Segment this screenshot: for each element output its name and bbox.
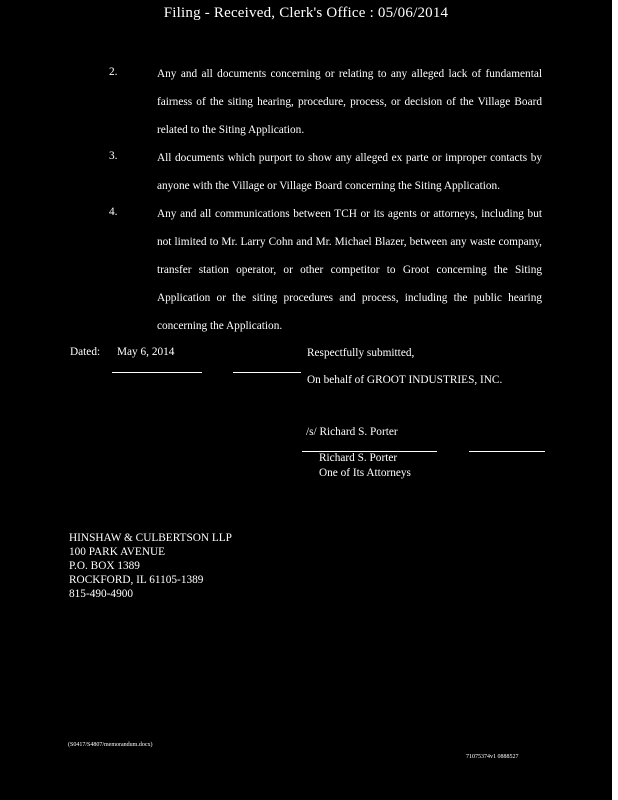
item-number: 2. (109, 66, 118, 78)
law-firm-address (69, 531, 232, 601)
firm-phone: 815-490-4900 (69, 588, 134, 600)
signature-line-2 (469, 451, 545, 452)
respectfully-submitted: Respectfully submitted, (307, 347, 415, 359)
date-rule (112, 372, 202, 373)
signer-name: Richard S. Porter (319, 452, 398, 464)
item-number: 3. (109, 150, 118, 162)
firm-city: ROCKFORD, IL 61105-1389 (69, 574, 204, 586)
signer-role: One of Its Attorneys (319, 467, 411, 479)
item-text: Any and all communications between TCH or its agents or attorneys, including but not limited to Mr. Larry Cohn and Mr. Michael Blazer, between any waste company, transfer station operator, or other competitor to Groot concerning the Siting Application or the siting procedures and process, including the public hearing concerning the Application. (157, 208, 542, 332)
firm-pobox: P.O. BOX 1389 (69, 560, 140, 572)
item-number: 4. (109, 206, 118, 218)
date-rule-2 (233, 372, 301, 373)
document-code-left: (S0417/S4807/memorandum.docx) (68, 742, 153, 748)
on-behalf-of: On behalf of GROOT INDUSTRIES, INC. (307, 374, 503, 386)
filing-header: Filing - Received, Clerk's Office : 05/06/2014 (163, 5, 449, 21)
page-edge (612, 0, 618, 800)
firm-street: 100 PARK AVENUE (69, 546, 166, 558)
firm-name: HINSHAW & CULBERTSON LLP (69, 532, 232, 544)
dated-value: May 6, 2014 (117, 346, 175, 358)
electronic-signature: /s/ Richard S. Porter (306, 426, 398, 438)
item-text: Any and all documents concerning or relating to any alleged lack of fundamental fairness of the siting hearing, procedure, process, or decision of the Village Board related to the Siting Application. (157, 68, 542, 136)
item-text: All documents which purport to show any alleged ex parte or improper contacts by anyone with the Village or Village Board concerning the Siting Application. (157, 152, 542, 192)
dated-label: Dated: (70, 346, 101, 358)
document-code-right: 71075374v1 0888527 (466, 754, 519, 760)
